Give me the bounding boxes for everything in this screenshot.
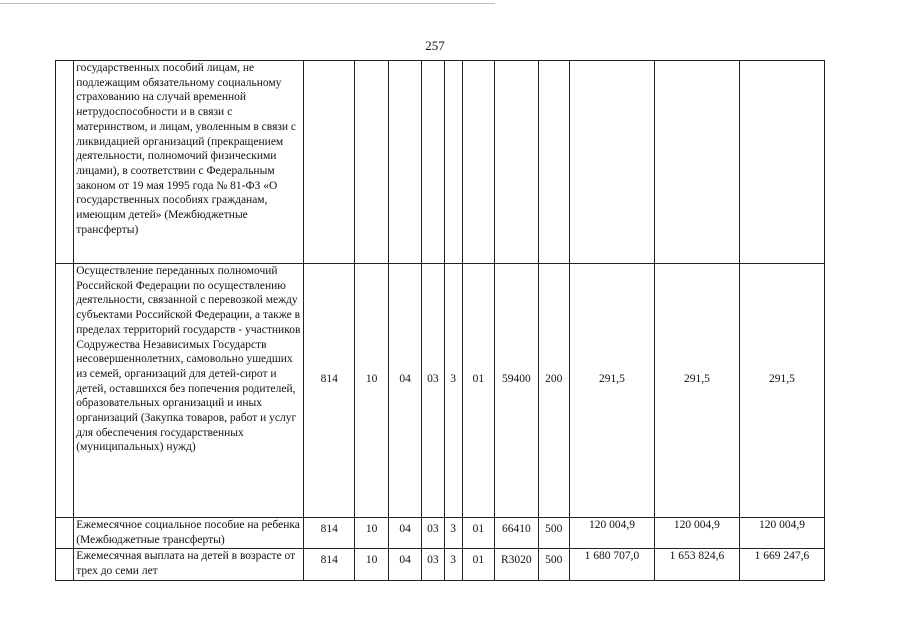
description-cell: Осуществление переданных полномочий Российской Федерации по осуществлению деятельности, связанной с перевозкой между субъектами Российской Федерации, а также в пределах территорий государств - участников Содружества Независимых Государств несовершеннолетних, самовольно ушедших из семей, организаций для детей-сирот и детей, оставшихся без попечения родителей, образовательных организаций и иных организаций (Закупка товаров, работ и услуг для обеспечения государственных (муниципальных) нужд): [74, 264, 304, 518]
subprogram-code-cell: 3: [444, 518, 462, 549]
direction-code-cell: [495, 61, 539, 264]
section-code-cell: [355, 61, 388, 264]
budget-table: [55, 60, 825, 581]
amount-year1-cell: [569, 61, 654, 264]
scan-edge-line: [0, 3, 495, 4]
row-index-cell: [56, 518, 74, 549]
amount-year3-cell: [739, 61, 824, 264]
amount-year1-cell: 1 680 707,0: [569, 549, 654, 581]
amount-year2-cell: 291,5: [654, 264, 739, 518]
event-code-cell: 01: [462, 518, 494, 549]
table-row: [56, 518, 825, 549]
subprogram-code-cell: 3: [444, 264, 462, 518]
program-code-cell: 03: [422, 264, 444, 518]
subprogram-code-cell: 3: [444, 549, 462, 581]
table-row: [56, 549, 825, 581]
expense-type-cell: 200: [538, 264, 569, 518]
event-code-cell: 01: [462, 549, 494, 581]
amount-year2-cell: 1 653 824,6: [654, 549, 739, 581]
admin-code-cell: 814: [303, 549, 355, 581]
subsection-code-cell: [388, 61, 421, 264]
event-code-cell: 01: [462, 264, 494, 518]
subprogram-code-cell: [444, 61, 462, 264]
amount-year3-cell: 120 004,9: [739, 518, 824, 549]
expense-type-cell: 500: [538, 518, 569, 549]
row-index-cell: [56, 61, 74, 264]
subsection-code-cell: 04: [388, 264, 421, 518]
admin-code-cell: 814: [303, 518, 355, 549]
expense-type-cell: [538, 61, 569, 264]
row-index-cell: [56, 264, 74, 518]
program-code-cell: 03: [422, 518, 444, 549]
direction-code-cell: 66410: [495, 518, 539, 549]
row-index-cell: [56, 549, 74, 581]
table-row: [56, 264, 825, 518]
subsection-code-cell: 04: [388, 518, 421, 549]
description-cell: Ежемесячная выплата на детей в возрасте от трех до семи лет: [74, 549, 304, 581]
expense-type-cell: 500: [538, 549, 569, 581]
page-number: 257: [425, 38, 445, 53]
event-code-cell: [462, 61, 494, 264]
amount-year1-cell: 291,5: [569, 264, 654, 518]
amount-year1-cell: 120 004,9: [569, 518, 654, 549]
program-code-cell: 03: [422, 549, 444, 581]
amount-year2-cell: 120 004,9: [654, 518, 739, 549]
direction-code-cell: 59400: [495, 264, 539, 518]
table-row: [56, 61, 825, 264]
section-code-cell: 10: [355, 518, 388, 549]
subsection-code-cell: 04: [388, 549, 421, 581]
admin-code-cell: 814: [303, 264, 355, 518]
amount-year2-cell: [654, 61, 739, 264]
program-code-cell: [422, 61, 444, 264]
amount-year3-cell: 1 669 247,6: [739, 549, 824, 581]
section-code-cell: 10: [355, 264, 388, 518]
direction-code-cell: R3020: [495, 549, 539, 581]
admin-code-cell: [303, 61, 355, 264]
description-cell: Ежемесячное социальное пособие на ребенка (Межбюджетные трансферты): [74, 518, 304, 549]
amount-year3-cell: 291,5: [739, 264, 824, 518]
section-code-cell: 10: [355, 549, 388, 581]
description-cell: государственных пособий лицам, не подлежащим обязательному социальному страхованию на случай временной нетрудоспособности и в связи с материнством, и лицам, уволенным в связи с ликвидацией организаций (прекращением деятельности, полномочий физическими лицами), в соответствии с Федеральным законом от 19 мая 1995 года № 81-ФЗ «О государственных пособиях гражданам, имеющим детей» (Межбюджетные трансферты): [74, 61, 304, 264]
